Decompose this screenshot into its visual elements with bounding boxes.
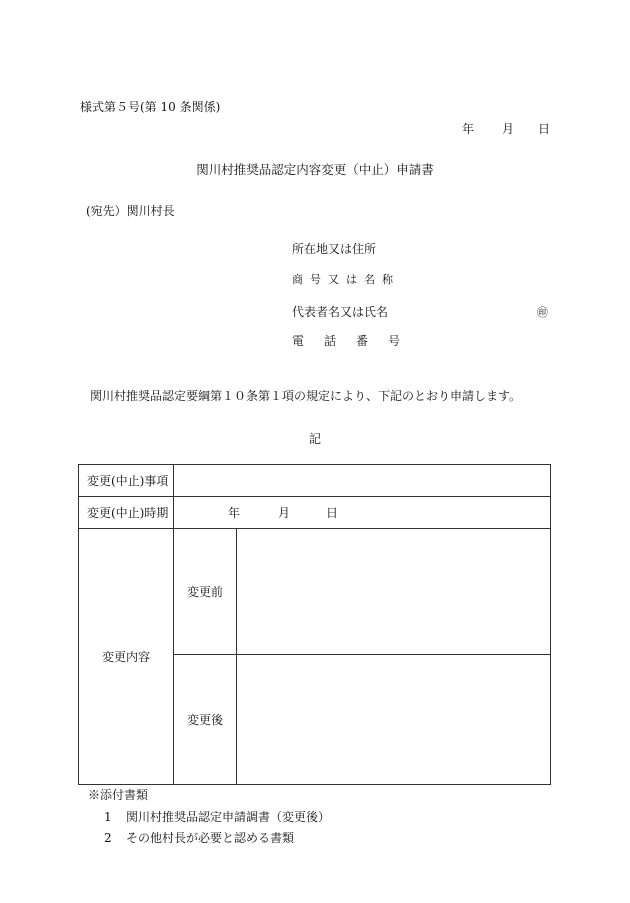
- change-content-label: 変更内容: [79, 529, 174, 785]
- change-before-row: [79, 529, 551, 655]
- change-date-field[interactable]: [174, 497, 551, 529]
- ki-heading: 記: [308, 432, 321, 446]
- address-label: 所在地又は住所: [292, 242, 377, 256]
- attachment-number: 2: [104, 831, 112, 845]
- after-label: 変更後: [174, 655, 237, 785]
- addressee: (宛先）関川村長: [86, 204, 175, 218]
- representative-label: 代表者名又は氏名: [292, 305, 389, 319]
- before-label: 変更前: [174, 529, 237, 655]
- change-date-row: [79, 497, 551, 529]
- change-date-month: 月: [278, 506, 291, 520]
- change-date-day: 日: [326, 506, 339, 520]
- date-day-label: 日: [538, 122, 551, 136]
- submission-date: [462, 120, 550, 137]
- change-item-row: [79, 465, 551, 497]
- attachment-item: [104, 808, 330, 825]
- after-field[interactable]: [237, 655, 551, 785]
- form-number: 様式第５号(第 10 条関係): [80, 100, 221, 114]
- date-month-label: 月: [502, 122, 515, 136]
- change-date-label: 変更(中止)時期: [79, 497, 174, 529]
- date-year-label: 年: [462, 122, 475, 136]
- change-table: [78, 464, 551, 785]
- attachment-text: 関川村推奨品認定申請調書（変更後）: [126, 810, 331, 824]
- change-date-year: 年: [228, 506, 241, 520]
- application-statement: 関川村推奨品認定要綱第１０条第１項の規定により、下記のとおり申請します。: [90, 389, 522, 403]
- attachment-number: 1: [104, 810, 112, 824]
- document-title: 関川村推奨品認定内容変更（中止）申請書: [196, 162, 434, 177]
- phone-label: 電話番号: [292, 334, 421, 348]
- before-field[interactable]: [237, 529, 551, 655]
- attachments-heading: ※添付書類: [88, 788, 149, 802]
- trade-name-label: 商号又は名称: [292, 273, 400, 286]
- attachment-text: その他村長が必要と認める書類: [126, 831, 295, 845]
- change-item-field[interactable]: [174, 465, 551, 497]
- seal-mark: ㊞: [537, 306, 548, 319]
- attachment-item: [104, 829, 294, 846]
- change-item-label: 変更(中止)事項: [79, 465, 174, 497]
